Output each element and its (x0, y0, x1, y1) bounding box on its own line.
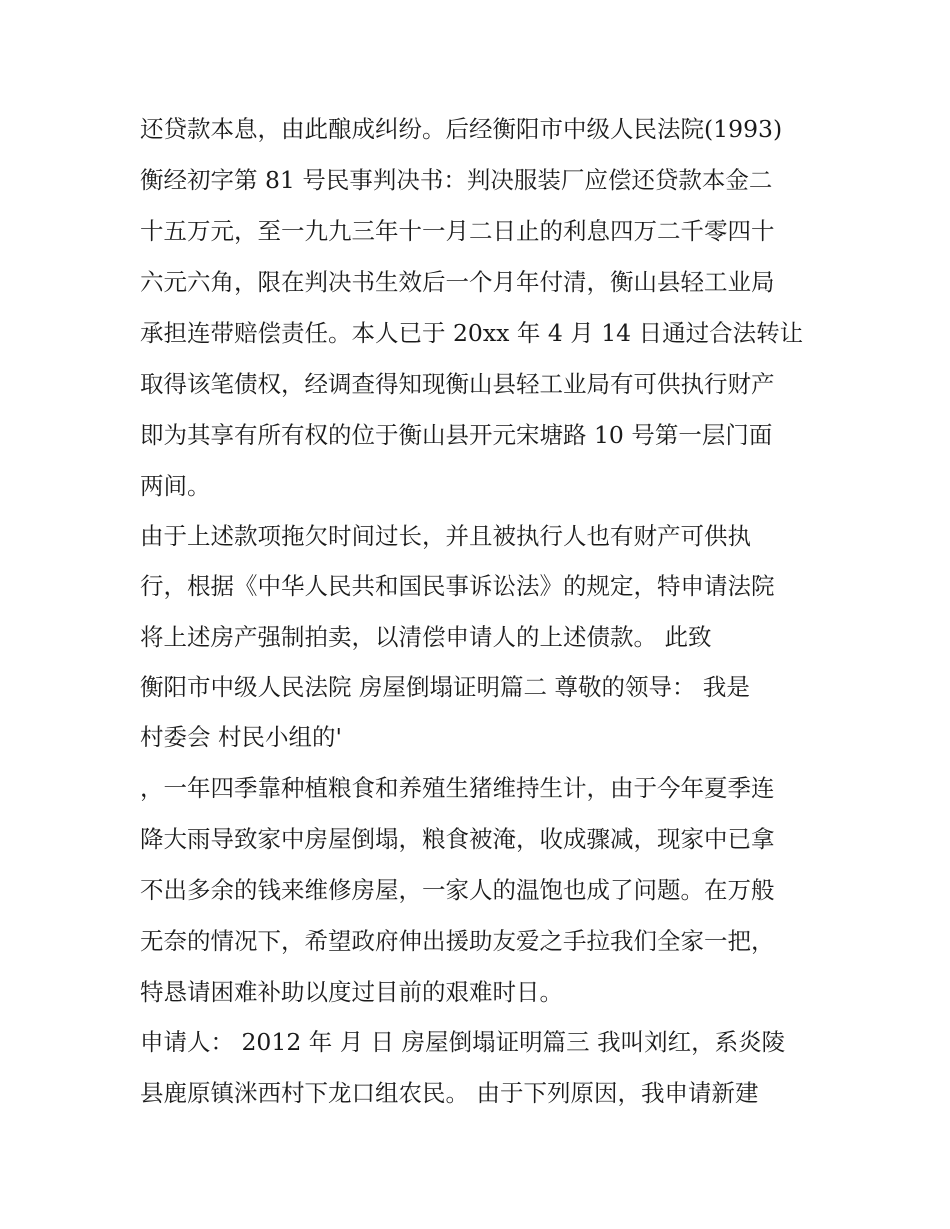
text-line: 衡阳市中级人民法院 房屋倒塌证明篇二 尊敬的领导： 我是 (140, 673, 750, 701)
text-line: 村委会 村民小组的' (140, 723, 342, 751)
text-line: 由于上述款项拖欠时间过长，并且被执行人也有财产可供执 (140, 522, 751, 550)
text-line: 六元六角，限在判决书生效后一个月年付清，衡山县轻工业局 (140, 268, 775, 296)
text-line: 还贷款本息，由此酿成纠纷。后经衡阳市中级人民法院(1993) (140, 115, 783, 143)
text-line: 十五万元，至一九九三年十一月二日止的利息四万二千零四十 (140, 217, 775, 245)
text-line: 将上述房产强制拍卖，以清偿申请人的上述债款。 此致 (140, 623, 712, 651)
text-line: 行，根据《中华人民共和国民事诉讼法》的规定，特申请法院 (140, 572, 775, 600)
text-line: 申请人： 2012 年 月 日 房屋倒塌证明篇三 我叫刘红，系炎陵 (140, 1028, 786, 1056)
text-line: 承担连带赔偿责任。本人已于 20xx 年 4 月 14 日通过合法转让 (140, 319, 804, 347)
text-line: 两间。 (140, 472, 211, 500)
text-line: 特恳请困难补助以度过目前的艰难时日。 (140, 978, 563, 1006)
text-line: ，一年四季靠种植粮食和养殖生猪维持生计，由于今年夏季连 (140, 774, 775, 802)
text-line: 即为其享有所有权的位于衡山县开元宋塘路 10 号第一层门面 (140, 421, 773, 449)
text-line: 降大雨导致家中房屋倒塌，粮食被淹，收成骤减，现家中已拿 (140, 825, 775, 853)
text-line: 衡经初字第 81 号民事判决书：判决服装厂应偿还贷款本金二 (140, 166, 773, 194)
text-line: 县鹿原镇洣西村下龙口组农民。 由于下列原因，我申请新建 (140, 1079, 759, 1107)
text-line: 取得该笔债权，经调查得知现衡山县轻工业局有可供执行财产 (140, 370, 775, 398)
text-line: 不出多余的钱来维修房屋，一家人的温饱也成了问题。在万般 (140, 876, 775, 904)
text-line: 无奈的情况下，希望政府伸出援助友爱之手拉我们全家一把， (140, 927, 775, 955)
